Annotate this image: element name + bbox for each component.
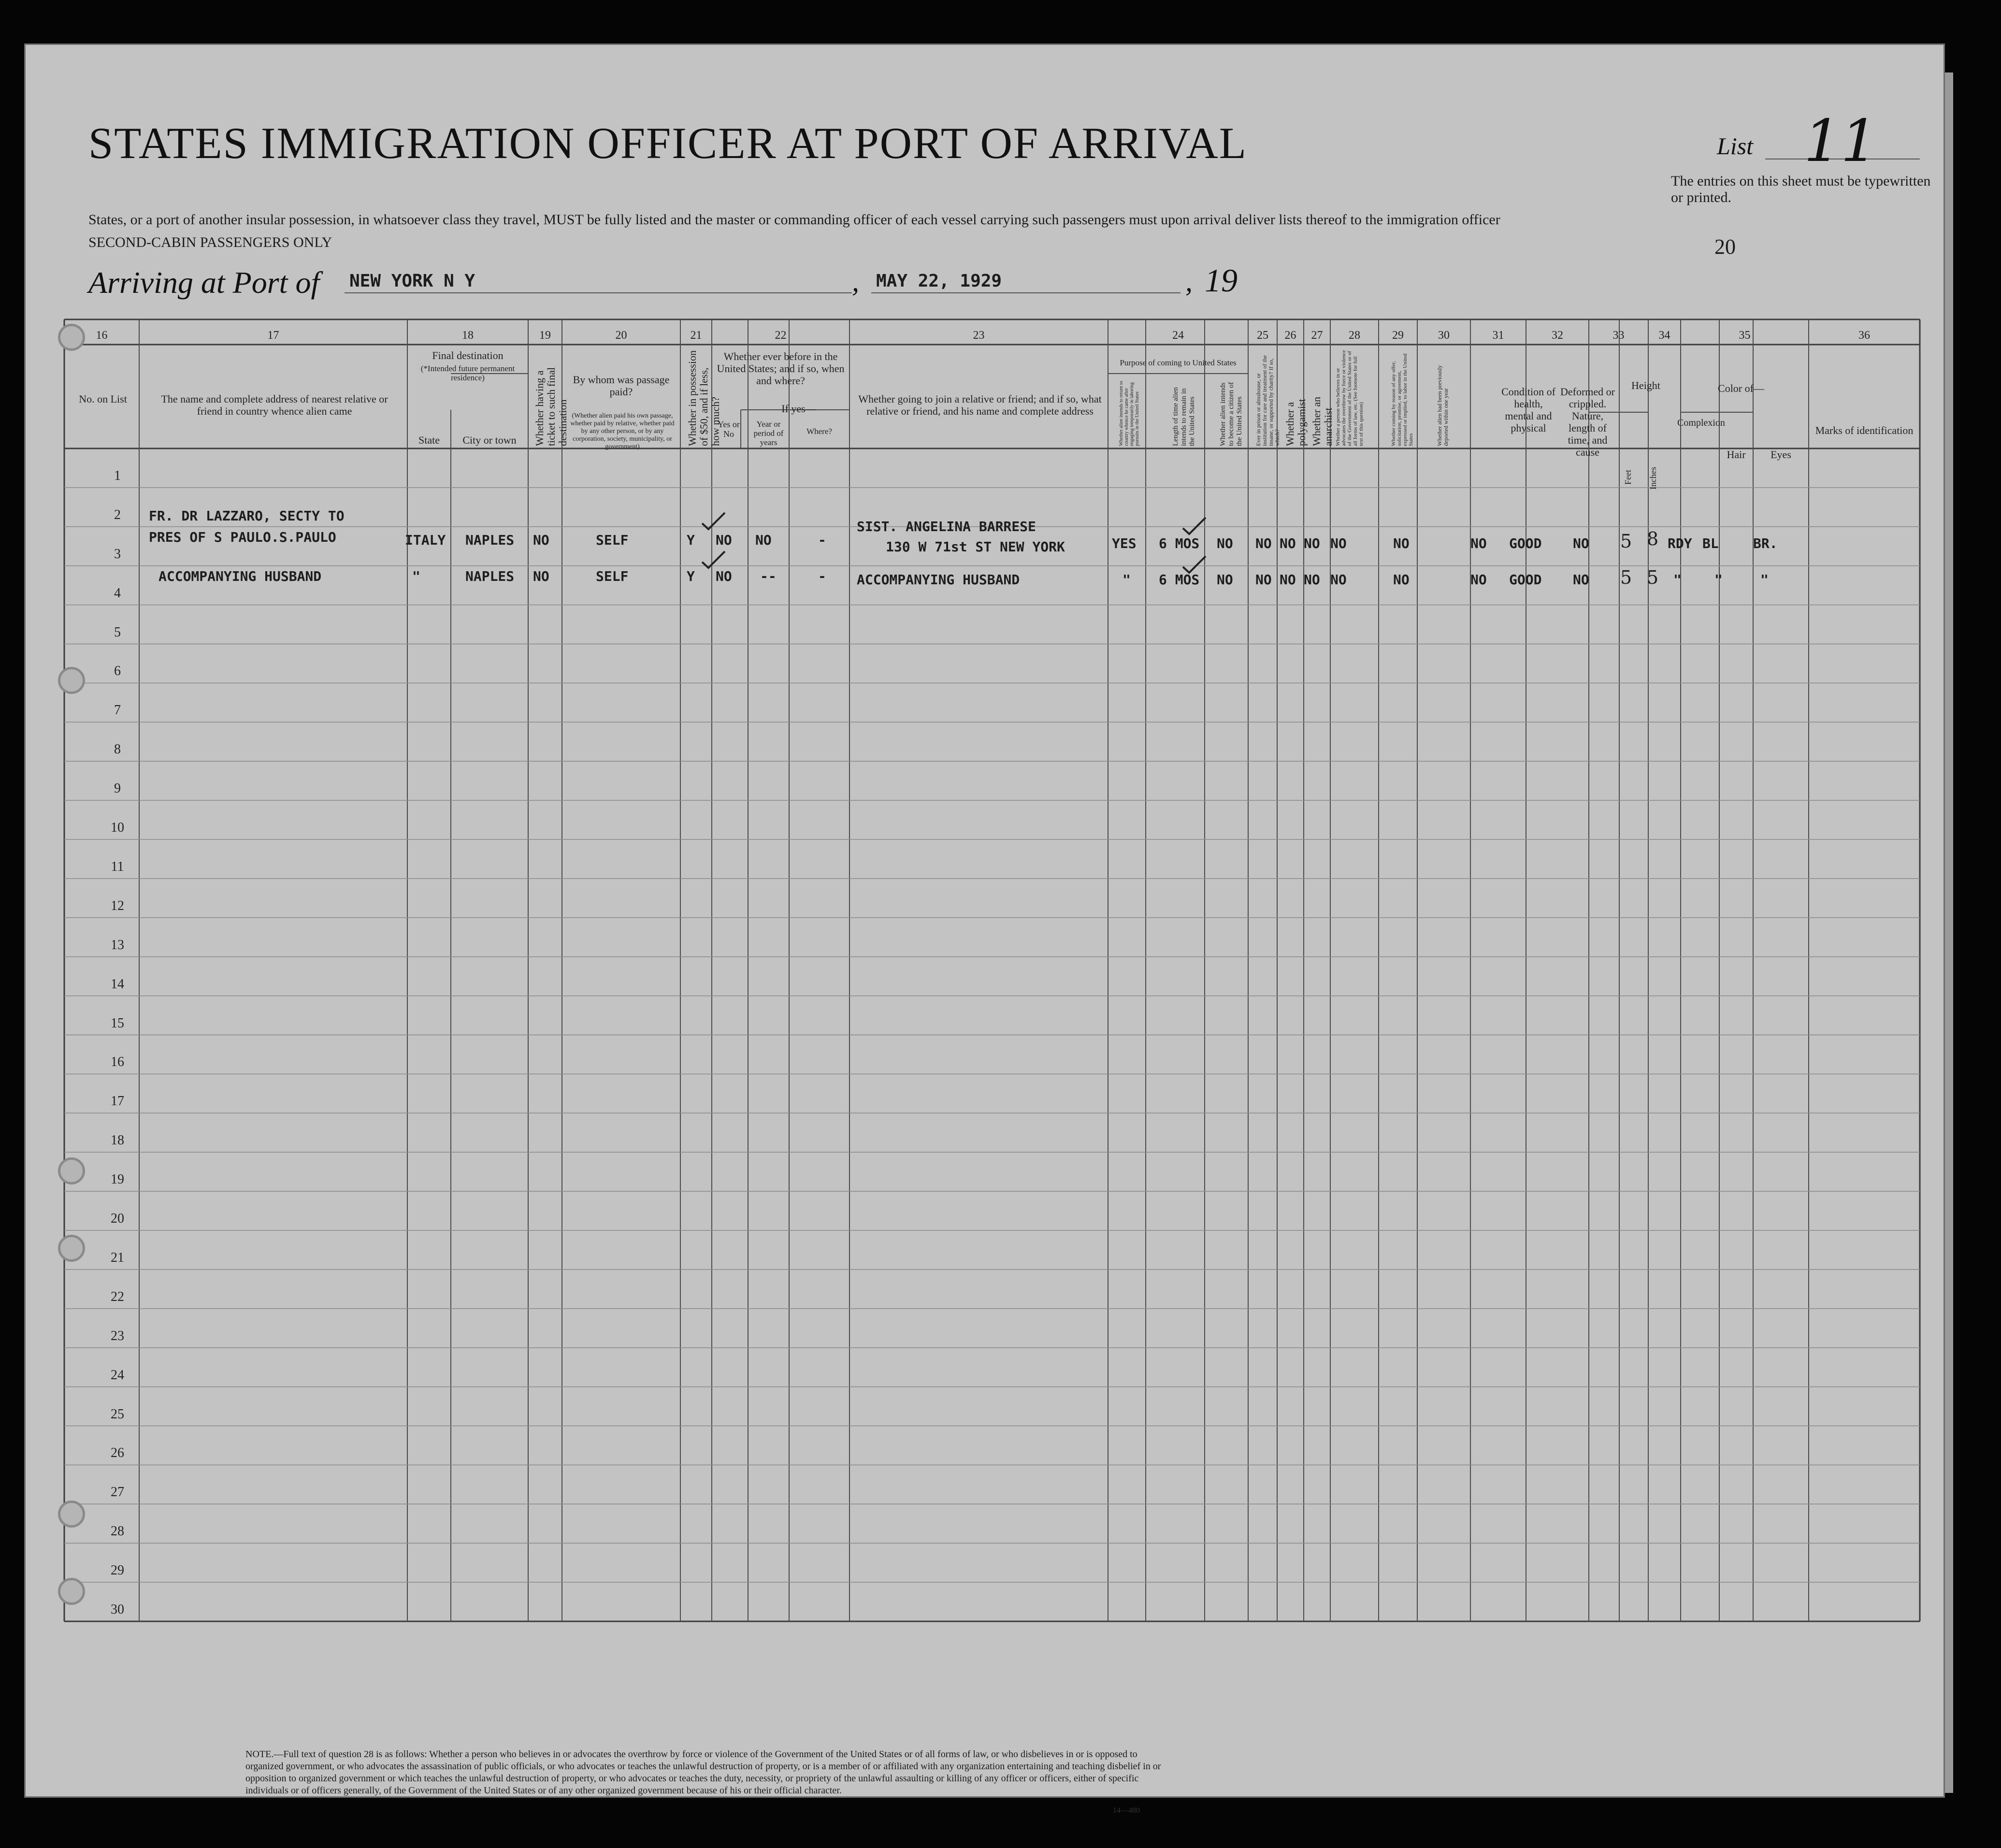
row1-citizen: NO — [1217, 535, 1233, 551]
header-instructions: States, or a port of another insular possession, in whatsoever class they travel, MUST be fully listed and the master or commanding officer of each vessel carrying such passengers must upon arrival deliver lists thereof to the immigration officer — [88, 212, 1500, 228]
checkmark-icon — [1180, 514, 1209, 538]
col17-header: The name and complete address of nearest relative or friend in country whence alien came — [161, 393, 388, 417]
form-reference: 14—480 — [1113, 1806, 1140, 1815]
row2-offer: NO — [1393, 572, 1410, 588]
row1-advocate: NO — [1330, 535, 1347, 551]
row-number: 19 — [111, 1172, 124, 1187]
col35-hair: Hair — [1727, 448, 1746, 461]
column-number: 24 — [1172, 329, 1184, 342]
row2-state: " — [412, 568, 420, 584]
col31-header: Condition of health, mental and physical — [1501, 386, 1555, 434]
row2-inches: 5 — [1647, 567, 1659, 588]
row-number: 8 — [114, 742, 121, 757]
row1-inches: 8 — [1647, 528, 1659, 549]
col22-year: Year or period of years — [753, 419, 784, 447]
row1-length: 6 MOS — [1159, 535, 1200, 551]
col20-note: (Whether alien paid his own passage, whether paid by relative, whether paid by any other person, or by any corporation, society, municipality, or government) — [570, 412, 675, 450]
row2-money: Y — [687, 568, 695, 584]
col35-header: Color of— — [1718, 382, 1764, 394]
row2-advocate: NO — [1330, 572, 1347, 588]
row2-polygamist: NO — [1280, 572, 1296, 588]
row2-hair: " — [1714, 572, 1723, 588]
col29-header: Whether coming by reason of any offer, solicitation, promise, or agreement, expressed or implied, to labor in the United States — [1391, 353, 1414, 446]
col20-header: By whom was passage paid? — [573, 374, 670, 398]
row1-paid-by: SELF — [596, 532, 629, 548]
checkmark-icon — [700, 509, 729, 533]
punch-hole — [58, 1578, 85, 1605]
manifest-grid — [26, 45, 1943, 1796]
port-value: NEW YORK N Y — [349, 271, 475, 291]
col33-feet: Feet — [1623, 470, 1633, 485]
column-number: 22 — [775, 329, 787, 342]
row-number: 15 — [111, 1015, 124, 1031]
column-number: 17 — [267, 329, 279, 342]
row-number: 22 — [111, 1289, 124, 1304]
column-number: 31 — [1492, 329, 1504, 342]
row1-polygamist: NO — [1280, 535, 1296, 551]
row2-health: GOOD — [1509, 572, 1542, 588]
row-number: 12 — [111, 898, 124, 913]
row1-prison: NO — [1255, 535, 1272, 551]
row2-join: ACCOMPANYING HUSBAND — [857, 572, 1020, 588]
footnote: NOTE.—Full text of question 28 is as follows: Whether a person who believes in or advocates the overthrow by force or violence of the Government of the United States or of all forms of law, or who disbelieves in or is opposed to organized government, or who advocates the assassination of public officials, or who advocates or teaches the unlawful destruction of property, or is a member of or affiliated with any organization entertaining and teaching disbelief in or opposition to organized government or which teaches the unlawful destruction of property, or who advocates or teaches the duty, necessity, or propriety of the unlawful assaulting or killing of any officer or officers, either of specific individuals or of officers generally, of the Government of the United States or of any other organized government because of his or their official character. — [245, 1749, 1161, 1796]
row-number: 30 — [111, 1602, 124, 1617]
row2-before-where: - — [818, 568, 826, 584]
punch-hole — [58, 1501, 85, 1528]
arriving-label: Arriving at Port of — [88, 265, 320, 300]
row2-prison: NO — [1255, 572, 1272, 588]
col28-header: Whether a person who believes in or advocates the overthrow by force or violence of the Government of the United States or of all forms of law, etc. (See footnote for full text of this question) — [1335, 350, 1364, 446]
col33-inches: Inches — [1648, 467, 1658, 490]
column-number: 29 — [1392, 329, 1404, 342]
column-number: 35 — [1739, 329, 1751, 342]
comma: , — [1185, 265, 1193, 297]
column-number: 34 — [1658, 329, 1670, 342]
row-number: 5 — [114, 624, 121, 640]
row1-relative-line1: FR. DR LAZZARO, SECTY TO — [149, 508, 345, 524]
row1-ticket: NO — [533, 532, 549, 548]
comma: , — [852, 265, 859, 297]
row-number: 26 — [111, 1445, 124, 1461]
row-number: 21 — [111, 1250, 124, 1265]
column-number: 18 — [462, 329, 474, 342]
row2-before-year: -- — [760, 568, 777, 584]
row-number: 14 — [111, 976, 124, 992]
row1-before-where: - — [818, 532, 826, 548]
checkmark-icon — [700, 548, 729, 572]
col36-header: Marks of identification — [1815, 424, 1914, 436]
row1-city: NAPLES — [465, 532, 515, 548]
row-number: 18 — [111, 1133, 124, 1148]
col21-header: Whether in possession of $50, and if less, how much? — [686, 350, 721, 446]
list-label: List — [1717, 132, 1754, 159]
col23-header: Whether going to join a relative or friend; and if so, what relative or friend, and his name and complete address — [858, 393, 1102, 417]
row-number: 29 — [111, 1563, 124, 1578]
col33-header: Height — [1631, 379, 1660, 391]
row2-return: " — [1123, 572, 1131, 588]
col25-header: Ever in prison or almshouse, or institution for care and treatment of the insane, or supported by charity? If so, which? — [1255, 355, 1281, 446]
col24-header: Purpose of coming to United States — [1120, 358, 1237, 367]
column-number: 30 — [1438, 329, 1450, 342]
col16-header: No. on List — [79, 393, 127, 405]
row1-eyes: BR. — [1753, 535, 1778, 551]
punch-hole — [58, 1235, 85, 1262]
col24c-header: Whether alien intends to become a citizen of the United States — [1219, 382, 1243, 446]
row-number: 16 — [111, 1054, 124, 1070]
row1-hair: BL — [1702, 535, 1719, 551]
list-number: 11 — [1804, 108, 1878, 175]
row1-join-line2: 130 W 71st ST NEW YORK — [886, 539, 1065, 555]
row1-before-yn: NO — [716, 532, 732, 548]
row-number: 1 — [114, 468, 121, 483]
manifest-sheet — [24, 43, 1945, 1815]
row1-deported: NO — [1470, 535, 1487, 551]
row2-before-yn: NO — [716, 568, 732, 584]
year-prefix: 19 — [1205, 262, 1238, 299]
row-number: 13 — [111, 937, 124, 953]
row1-deformed: NO — [1573, 535, 1589, 551]
punch-hole — [58, 667, 85, 694]
col24a-header: Whether alien intends to return to country whence he came after engaging temporarily in laboring pursuits in the United States — [1119, 381, 1140, 446]
col34-header: Complexion — [1677, 418, 1725, 428]
column-number: 33 — [1612, 329, 1625, 342]
col26-header: Whether a polygamist — [1284, 399, 1308, 446]
row1-offer: NO — [1393, 535, 1410, 551]
row2-citizen: NO — [1217, 572, 1233, 588]
row-number: 25 — [111, 1406, 124, 1422]
row-number: 27 — [111, 1485, 124, 1500]
col27-header: Whether an anarchist — [1310, 397, 1334, 446]
col18-city: City or town — [462, 434, 517, 446]
row1-return: YES — [1112, 535, 1137, 551]
row-number: 20 — [111, 1211, 124, 1226]
row2-length: 6 MOS — [1159, 572, 1200, 588]
row-number: 23 — [111, 1328, 124, 1343]
row-number: 7 — [114, 703, 121, 718]
col18-note: (*Intended future permanent residence) — [420, 364, 515, 382]
row2-feet: 5 — [1620, 567, 1632, 588]
row1-money: Y — [687, 532, 695, 548]
col35-eyes: Eyes — [1771, 448, 1791, 461]
col22-header: Whether ever before in the United States; and if so, when and where? — [717, 350, 845, 387]
passenger-class: SECOND-CABIN PASSENGERS ONLY — [88, 234, 332, 250]
column-number: 32 — [1552, 329, 1563, 342]
row2-anarchist: NO — [1304, 572, 1320, 588]
row-number: 6 — [114, 664, 121, 679]
row-number: 2 — [114, 507, 121, 522]
row2-city: NAPLES — [465, 568, 515, 584]
column-number: 21 — [690, 329, 702, 342]
form-title: STATES IMMIGRATION OFFICER AT PORT OF ARRIVAL — [88, 118, 1247, 168]
col22-yesno: Yes or No — [718, 419, 740, 439]
column-number: 19 — [539, 329, 551, 342]
column-number: 36 — [1858, 329, 1870, 342]
punch-hole — [58, 324, 85, 351]
row2-deformed: NO — [1573, 572, 1589, 588]
col24b-header: Length of time alien intends to remain in the United States — [1172, 387, 1196, 446]
col30-header: Whether alien had been previously deported within one year — [1436, 365, 1449, 446]
row-number: 11 — [111, 859, 124, 874]
col22-ifyes: If yes— — [781, 403, 816, 415]
row-number: 4 — [114, 585, 121, 601]
column-number: 25 — [1257, 329, 1268, 342]
row2-ticket: NO — [533, 568, 549, 584]
row2-eyes: " — [1760, 572, 1769, 588]
punch-hole — [58, 1157, 85, 1184]
column-number: 23 — [973, 329, 985, 342]
column-number: 28 — [1349, 329, 1360, 342]
typewritten-note: The entries on this sheet must be typewritten or printed. — [1671, 173, 1931, 205]
row2-relative: ACCOMPANYING HUSBAND — [158, 568, 322, 584]
col32-header: Deformed or crippled. Nature, length of time, and cause — [1560, 386, 1615, 458]
column-number: 20 — [615, 329, 627, 342]
row-number: 24 — [111, 1367, 124, 1383]
row1-feet: 5 — [1620, 531, 1632, 552]
row-number: 17 — [111, 1094, 124, 1109]
col18-state: State — [418, 434, 440, 446]
column-number: 27 — [1311, 329, 1323, 342]
column-number: 26 — [1284, 329, 1296, 342]
row1-before-year: NO — [755, 532, 772, 548]
row1-join-line1: SIST. ANGELINA BARRESE — [857, 519, 1036, 534]
col19-header: Whether having a ticket to such final destination — [533, 367, 569, 446]
date-value: MAY 22, 1929 — [876, 271, 1002, 291]
row-number: 9 — [114, 781, 121, 796]
row-number: 10 — [111, 820, 124, 835]
row1-complexion: RDY — [1668, 535, 1692, 551]
col18-header: Final destination — [432, 349, 504, 361]
row2-deported: NO — [1470, 572, 1487, 588]
row1-relative-line2: PRES OF S PAULO.S.PAULO — [149, 529, 336, 545]
row1-state: ITALY — [405, 532, 446, 548]
row2-paid-by: SELF — [596, 568, 629, 584]
row1-health: GOOD — [1509, 535, 1542, 551]
row-number: 3 — [114, 546, 121, 562]
checkmark-icon — [1180, 552, 1209, 577]
row-number: 28 — [111, 1524, 124, 1539]
col22-where: Where? — [806, 427, 832, 436]
row1-anarchist: NO — [1304, 535, 1320, 551]
row2-complexion: " — [1673, 572, 1682, 588]
sheet-number: 20 — [1714, 235, 1736, 259]
column-number: 16 — [96, 329, 108, 342]
